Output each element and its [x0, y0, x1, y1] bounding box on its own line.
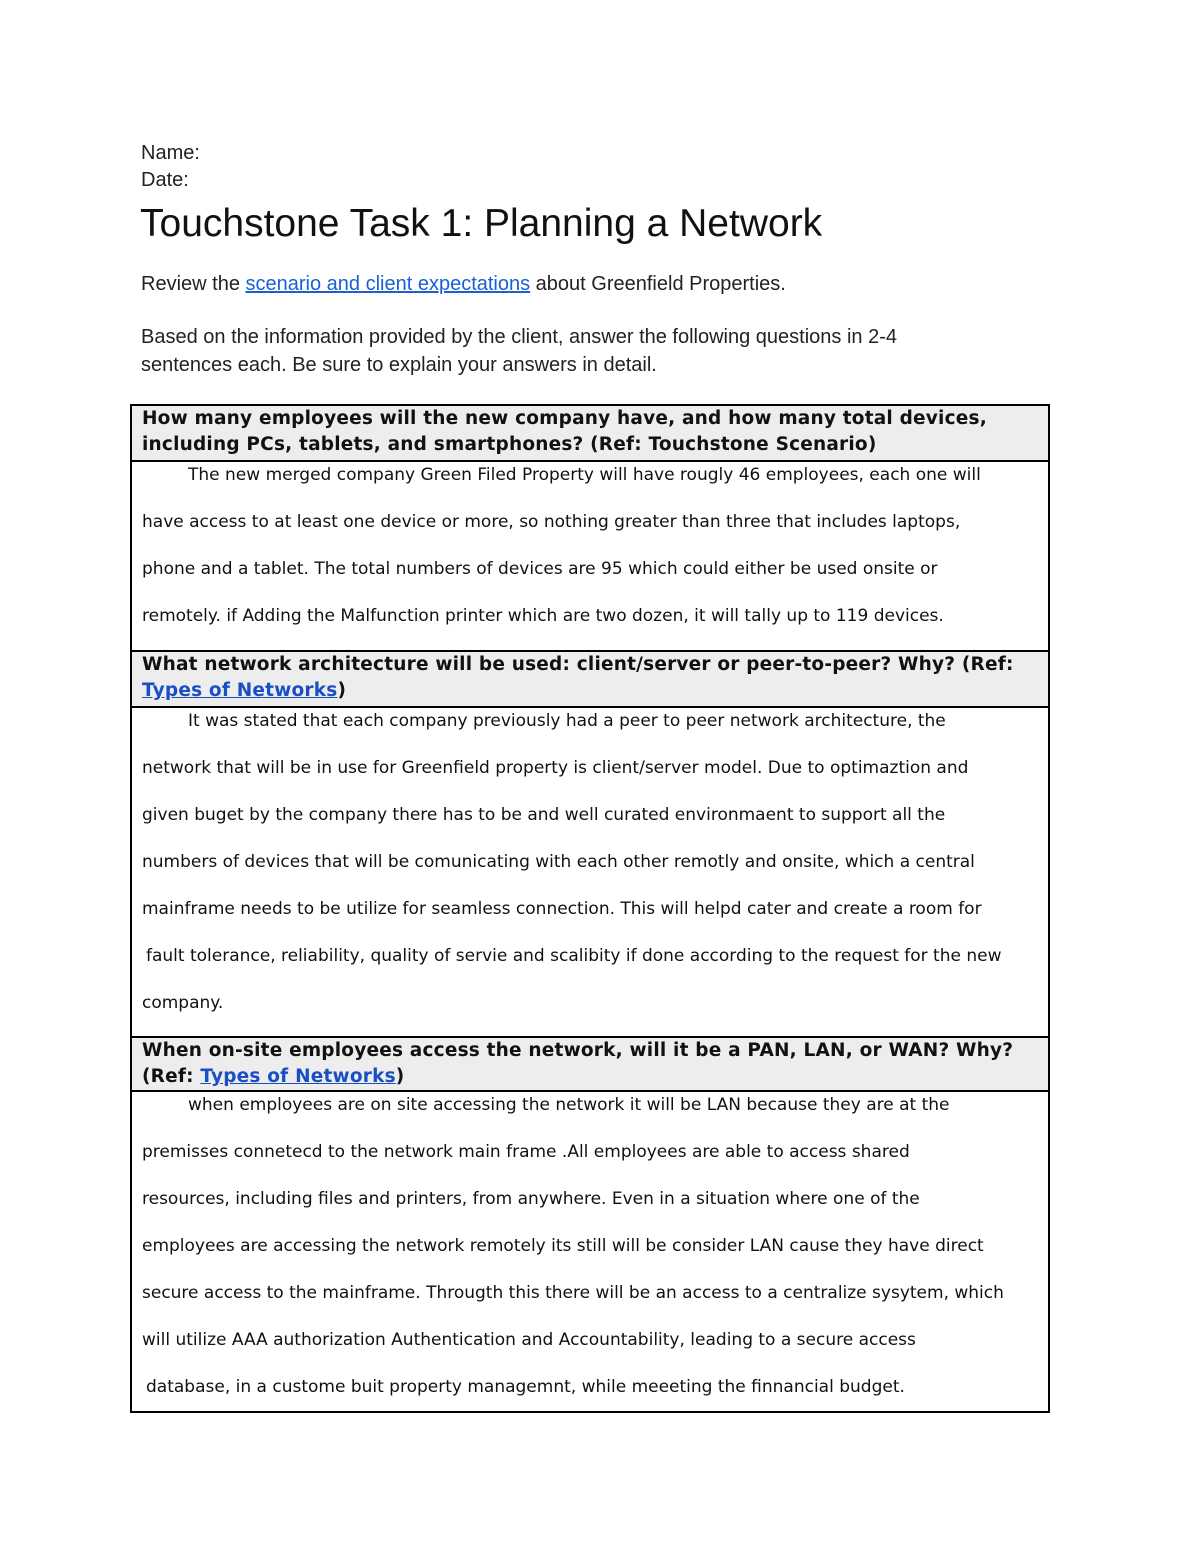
- answer-3-line-7: database, in a custome buit property managemnt, while meeeting the finnancial budget.: [146, 1377, 905, 1397]
- question-1-line-2: including PCs, tablets, and smartphones? (Ref: Touchstone Scenario): [142, 434, 877, 455]
- answer-cell-1[interactable]: [131, 461, 1049, 651]
- answer-row-3: [131, 1091, 1049, 1412]
- answer-cell-3[interactable]: [131, 1091, 1049, 1412]
- answer-1-line-2: have access to at least one device or more, so nothing greater than three that includes laptops,: [142, 512, 961, 532]
- answer-2-line-4: numbers of devices that will be comunicating with each other remotly and onsite, which a central: [142, 852, 975, 872]
- types-of-networks-link-1[interactable]: Types of Networks: [142, 680, 338, 701]
- answer-row-1: [131, 461, 1049, 651]
- answer-row-2: [131, 707, 1049, 1037]
- answer-3-line-4: employees are accessing the network remotely its still will be consider LAN cause they have direct: [142, 1236, 984, 1256]
- name-label: Name:: [141, 142, 200, 164]
- answer-3-line-1: when employees are on site accessing the network it will be LAN because they are at the: [188, 1095, 950, 1115]
- date-label: Date:: [141, 169, 189, 191]
- review-paragraph: [141, 270, 1041, 298]
- answer-2-line-7: company.: [142, 993, 224, 1013]
- answer-2-line-1: It was stated that each company previously had a peer to peer network architecture, the: [188, 711, 946, 731]
- question-3-prefix: (Ref:: [142, 1066, 201, 1087]
- answer-3-line-3: resources, including files and printers, from anywhere. Even in a situation where one of the: [142, 1189, 920, 1209]
- question-3-close: ): [395, 1066, 405, 1087]
- instructions-line-2: sentences each. Be sure to explain your answers in detail.: [141, 354, 657, 376]
- answer-1-line-3: phone and a tablet. The total numbers of devices are 95 which could either be used onsite or: [142, 559, 938, 579]
- answer-2-line-2: network that will be in use for Greenfield property is client/server model. Due to optimaztion and: [142, 758, 969, 778]
- review-suffix: about Greenfield Properties.: [530, 273, 786, 295]
- instructions-paragraph: [141, 323, 1041, 379]
- instructions-line-1: Based on the information provided by the client, answer the following questions in 2-4: [141, 326, 898, 348]
- types-of-networks-link-2[interactable]: Types of Networks: [200, 1066, 396, 1087]
- question-1-line-1: How many employees will the new company have, and how many total devices,: [142, 408, 987, 429]
- question-2-line-1: What network architecture will be used: client/server or peer-to-peer? Why? (Ref:: [142, 654, 1014, 675]
- questions-table: [130, 404, 1050, 1413]
- review-prefix: Review the: [141, 273, 246, 295]
- answer-2-line-6: fault tolerance, reliability, quality of servie and scalibity if done according to the request for the new: [146, 946, 1002, 966]
- question-3-line-1: When on-site employees access the network, will it be a PAN, LAN, or WAN? Why?: [142, 1040, 1014, 1061]
- scenario-link[interactable]: scenario and client expectations: [245, 273, 531, 295]
- answer-3-line-6: will utilize AAA authorization Authentication and Accountability, leading to a secure access: [142, 1330, 916, 1350]
- question-2-close: ): [337, 680, 347, 701]
- answer-1-line-4: remotely. if Adding the Malfunction printer which are two dozen, it will tally up to 119 devices.: [142, 606, 944, 626]
- answer-1-line-1: The new merged company Green Filed Property will have rougly 46 employees, each one will: [188, 465, 981, 485]
- answer-3-line-2: premisses connetecd to the network main frame .All employees are able to access shared: [142, 1142, 910, 1162]
- answer-2-line-5: mainframe needs to be utilize for seamless connection. This will helpd cater and create a room for: [142, 899, 982, 919]
- answer-cell-2[interactable]: [131, 707, 1049, 1037]
- page-title: Touchstone Task 1: Planning a Network: [140, 202, 823, 245]
- answer-2-line-3: given buget by the company there has to be and well curated environmaent to support all the: [142, 805, 946, 825]
- answer-3-line-5: secure access to the mainframe. Througth this there will be an access to a centralize sysytem, which: [142, 1283, 1004, 1303]
